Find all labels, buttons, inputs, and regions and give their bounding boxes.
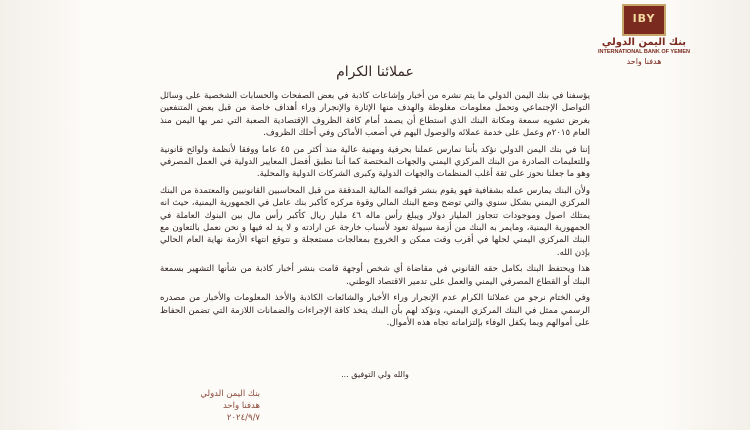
letter-title: عملائنا الكرام [336,64,414,80]
signature-bank: بنك اليمن الدولي [200,389,260,399]
bank-logo [622,4,666,36]
logo-text: IBY [632,12,656,25]
paragraph: وفي الختام نرجو من عملائنا الكرام عدم الإنجرار وراء الأخبار والشائعات الكاذبة والأخذ المعلومات والأخبار من مصدره الرسمي ممثل في البنك المركزي اليمني، ونؤكد لهم بأن البنك يتخذ كافة الإجراءات والضمانات اللازمة التي تضمن الحفاظ على أموالهم وبما يكفل الوفاء بإلتزاماته تجاه هذه الأموال. [160,293,590,328]
bank-name-english: INTERNATIONAL BANK OF YEMEN [598,49,690,55]
signature-block [160,388,260,424]
paragraph: إننا في بنك اليمن الدولي نؤكد بأننا نمارس عملنا بحرفية ومهنية عالية منذ أكثر من ٤٥ عاما ووفقا لأنظمة ولوائح قانونية وللتعليمات الصادرة من البنك المركزي اليمني والجهات المختصة كما أننا نطبق أفضل المعايير الدولية في العمل المصرفي وهو ما جعلنا نحوز على ثقة أغلب المنظمات والجهات الدولية وكبرى الشركات الدولية والمحلية. [160,144,590,180]
paragraph: هذا ويحتفظ البنك بكامل حقه القانوني في مقاضاة أي شخص أوجهة قامت بنشر أخبار كاذبة من شأنها التشهير بسمعة البنك أو القطاع المصرفي اليمني والعمل على تدمير الاقتصاد الوطني. [160,264,590,287]
letterhead [594,4,694,66]
signature-date: ٢٠٢٤/٩/٧ [226,413,260,423]
letter-body [160,90,590,333]
bank-name-arabic: بنك اليمن الدولي [601,37,687,48]
signature-slogan: هدفنا واحد [222,401,260,411]
paragraph: ولأن البنك يمارس عمله بشفافية فهو يقوم بنشر قوائمه المالية المدققة من قبل المحاسبين القانونيين والمعتمدة من البنك المركزي اليمني بشكل سنوي والتي توضح وضع البنك المالي وقوة مركزه كأكبر بنك عامل في الجمهورية اليمنية، حيث انه يمتلك اصول وموجودات تتجاوز المليار دولار ويبلغ رأس ماله ٤٦ مليار ريال كأكبر رأس مال بين البنوك العاملة في الجمهورية اليمنية، ومايمر به البنك من أزمة سيولة تعود لأسباب خارجة عن ارادته و لا يد له فيها و نحن نعمل بالتعاون مع البنك المركزي اليمني لحلها في أقرب وقت ممكن و الخروج بمعالجات مستعجلة و نتوقع انتهاء الأزمة نهاية العام الحالي بإذن الله. [160,185,590,258]
paragraph: يؤسفنا في بنك اليمن الدولي ما يتم نشره من أخبار وإشاعات كاذبة في بعض الصفحات والحسابات الشخصية على وسائل التواصل الإجتماعي وتحمل معلومات مغلوطة والهدف منها الإثارة والإنجرار وراء أهداف خاصة من قبل بعض المتنفعين بغرض تشويه سمعة ومكانة البنك الذي استطاع أن يصمد أمام كافة الظروف الإقتصادية الصعبة التي تمر بها اليمن منذ العام ٢٠١٥م وعمل على خدمة عملائه والوصول اليهم في أصعب الأماكن وفي أحلك الظروف. [160,91,590,139]
bank-slogan: هدفنا واحد [626,57,662,66]
closing-line: والله ولي التوفيق ... [341,370,409,379]
